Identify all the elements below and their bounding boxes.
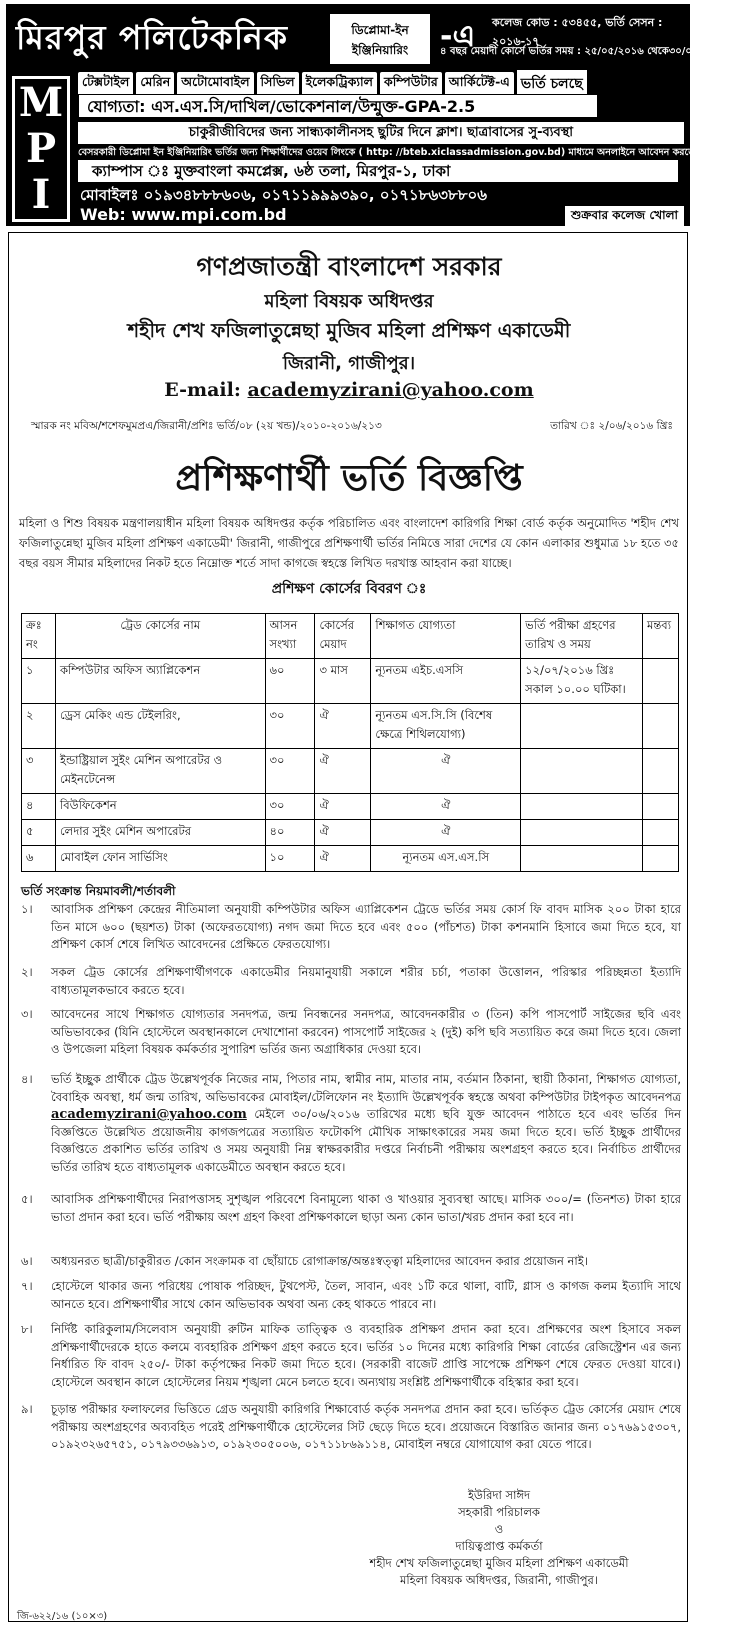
notice-date: তারিখ ঃ ২/০৬/২০১৬ খ্রিঃ [550,420,673,432]
table-cell: ২ [22,704,56,749]
table-cell: মোবাইল ফোন সার্ভিসিং [55,846,265,872]
rule-text [51,1071,681,1176]
table-cell [642,659,678,704]
table-cell: ঐ [371,794,521,820]
rule-text-part: মেইলে ৩০/০৬/২০১৬ তারিখের মধ্যে ছবি যুক্ত আবেদন পাঠাতে হবে এবং ভর্তির দিন বিজ্ঞপ্তিতে উল্লেখিত প্রয়োজনীয় কাগজপত্রের সত্যায়িত ফটোকপি মৌখিক সাক্ষাৎকারের সময় জমা দিতে হবে। ভর্তি ইচ্ছুক প্রার্থীদের বিজ্ঞপ্তিতে প্রকাশিত ভর্তির তারিখ ও সময় অনুযায়ী নিম্ন স্বাক্ষরকারীর দপ্তরে নির্বাচনী পরীক্ষায় অংশগ্রহণ করতে হবে। নির্বাচিত প্রার্থীদের ভর্তির তারিখ হতে বাধ্যতামূলক একাডেমীতে অবস্থান করতে হবে। [51,1107,681,1174]
rule-number: ৪। [21,1072,33,1086]
header-cell: শিক্ষাগত যোগ্যতা [371,614,521,659]
table-cell: ৩০ [265,704,315,749]
ad-diploma-line2: ইঞ্জিনিয়ারিং [351,43,409,57]
header-cell: ক্রঃ নং [22,614,56,659]
table-cell: ৩ মাস [315,659,371,704]
notice-intro: মহিলা ও শিশু বিষয়ক মন্ত্রণালয়াধীন মহিলা বিষয়ক অধিদপ্তর কর্তৃক পরিচালিত এবং বাংলাদেশ কারিগরি শিক্ষা বোর্ড কর্তৃক অনুমোদিত 'শহীদ শেখ ফজিলাতুন্নেছা মুজিব মহিলা প্রশিক্ষণ একাডেমী' জিরানী, গাজীপুরে প্রশিক্ষণার্থী ভর্তির নিমিত্তে সারা দেশের যে কোন এলাকার শুধুমাত্র ১৮ হতে ৩৫ বছর বয়স সীমার মহিলাদের নিকট হতে নিম্নোক্ত শর্তে সাদা কাগজে স্বহস্তে লিখিত দরখাস্ত আহবান করা যাচ্ছে। [19,516,679,570]
table-row [22,846,679,872]
academy-name: শহীদ শেখ ফজিলাতুন্নেছা মুজিব মহিলা প্রশিক্ষণ একাডেমী [127,319,571,342]
table-cell: ১ [22,659,56,704]
rule-item [21,1278,681,1313]
rule-text-part: ভর্তি ইচ্ছুক প্রার্থীকে ট্রেড উল্লেখপূর্বক নিজের নাম, পিতার নাম, স্বামীর নাম, মাতার নাম, বর্তমান ঠিকানা, স্থায়ী ঠিকানা, শিক্ষাগত যোগ্যতা, বৈবাহিক অবস্থা, ধর্ম জন্ম তারিখ, অভিভাবকের মোবাইল/টেলিফোন নং ইত্যাদি উল্লেখপূর্বক স্বহস্তে অথবা কম্পিউটার টাইপকৃত আবেদনপত্র [51,1072,681,1104]
ad-trade: সিভিল [257,72,299,96]
rule-number: ৬। [21,1254,33,1268]
table-cell: ১২/০৭/২০১৬ খ্রিঃ সকাল ১০.০০ ঘটিকা। [521,659,643,704]
course-section-title: প্রশিক্ষণ কোর্সের বিবরণ ঃ [271,581,427,597]
rule-text: চূড়ান্ত পরীক্ষার ফলাফলের ভিত্তিতে গ্রেড অনুযায়ী কারিগরি শিক্ষাবোর্ড কর্তৃক সনদপত্র প্রদান করা হবে। ভর্তিকৃত ট্রেড কোর্সের মেয়াদ শেষে পরীক্ষায় অংশগ্রহণের অব্যবহিত পরেই প্রশিক্ষণার্থীকে হোস্টেলের সিট ছেড়ে দিতে হবে। প্রয়োজনে বিস্তারিত জানার জন্য ০১৭৬৯১৫৩০৭, ০১৯২৩২৬৫৭৫১, ০১৭৯৩৩৬৯১৩, ০১৯২৩০৫০০৬, ০১৭১১৮৬৯১১৪, মোবাইল নম্বরে যোগাযোগ করা যেতে পারে। [51,1402,681,1451]
rule-item [21,1253,681,1271]
signatory-designation: সহকারী পরিচালক [458,1505,540,1519]
rule-text: আবেদনের সাথে শিক্ষাগত যোগ্যতার সনদপত্র, জন্ম নিবন্ধনের সনদপত্র, আবেদনকারীর ৩ (তিন) কপি পাসপোর্ট সাইজের ছবি এবং অভিভাবকের (যিনি হোস্টেলে অবস্থানকালে দেখাশোনা করবেন) পাসপোর্ট সাইজের ২ (দুই) কপি ছবি সত্যায়িত করে জমা দিতে হবে। জেলা ও উপজেলা মহিলা বিষয়ক কর্মকর্তার সুপারিশ ভর্তির জন্য অগ্রাধিকার দেওয়া হবে। [51,1007,681,1056]
rule-text: আবাসিক প্রশিক্ষণার্থীদের নিরাপত্তাসহ সুশৃঙ্খল পরিবেশে বিনামূল্যে থাকা ও খাওয়ার সুব্যবস্থা আছে। মাসিক ৩০০/= (তিনশত) টাকা হারে ভাতা প্রদান করা হবে। ভর্তি পরীক্ষায় অংশ গ্রহণ কিংবা প্রশিক্ষণকালে ছাড়া অন্য কোন ভাতা/খরচ প্রদান করা হবে না। [51,1192,681,1224]
email-label: E-mail: [164,379,241,401]
rule-text: আবাসিক প্রশিক্ষণ কেন্দ্রের নীতিমালা অনুযায়ী কম্পিউটার অফিস এ্যাপ্লিকেশন ট্রেডে ভর্তির সময় কোর্স ফি বাবদ মাসিক ২০০ টাকা হারে তিন মাসে ৬০০ (ছয়শত) টাকা (অফেরতযোগ্য) নগদ জমা দিতে হবে এবং ৫০০ (পাঁচশত) টাকা কশনমানি হিসাবে জমা দিতে হবে, যা প্রশিক্ষণ কোর্স শেষে লিখিত আবেদনের প্রেক্ষিতে ফেরতযোগ্য। [51,902,681,951]
rule-number: ৫। [21,1192,33,1206]
ad-diploma-line1: ডিপ্লোমা-ইন [351,23,409,37]
ad-friday-open: শুক্রবার কলেজ খোলা [565,206,684,228]
department-name: মহিলা বিষয়ক অধিদপ্তর [264,291,434,312]
table-row [22,704,679,749]
table-cell [521,794,643,820]
table-cell: ঐ [315,704,371,749]
table-cell: ঐ [371,749,521,794]
ad-mobile: মোবাইলঃ ০১৯৩৪৮৮৮৬০৬, ০১৭১১৯৯৯৩৯০, ০১৭১৮৬৩৮৮০৬ [80,186,487,204]
table-cell [642,794,678,820]
ad-trade: অটোমোবাইল [177,72,253,96]
signatory-org: শহীদ শেখ ফজিলাতুন্নেছা মুজিব মহিলা প্রশিক্ষণ একাডেমী [369,1556,629,1570]
rule-number: ৯। [21,1402,33,1416]
table-cell [521,749,643,794]
table-cell [521,704,643,749]
table-cell: ৩০ [265,749,315,794]
table-cell [642,749,678,794]
table-row [22,820,679,846]
rule-item [21,964,681,999]
table-cell: ৬০ [265,659,315,704]
rule-number: ১। [21,902,33,916]
rule-item [21,1401,681,1454]
course-table [21,613,679,872]
table-cell: ড্রেস মেকিং এন্ড টেইলরিং, [55,704,265,749]
government-title: গণপ্রজাতন্ত্রী বাংলাদেশ সরকার [196,252,502,281]
ad-title: মিরপুর পলিটেকনিক [16,18,288,57]
table-cell [521,820,643,846]
rule-text: হোস্টেলে থাকার জন্য পরিধেয় পোষাক পরিচ্ছদ, টুথপেস্ট, তৈল, সাবান, এবং ১টি করে থালা, বাটি, গ্লাস ও কাগজ কলম ইত্যাদি সাথে আনতে হবে। প্রশিক্ষণার্থীর সাথে কোন অভিভাবক অথবা অন্য কেহ থাকতে পারবে না। [51,1279,681,1311]
admission-notice [8,232,688,1622]
table-cell: ন্যূনতম এস.সি.সি (বিশেষ ক্ষেত্রে শিথিলযোগ্য) [371,704,521,749]
logo-letter: I [31,171,51,218]
logo-letter: M [18,79,64,126]
table-cell: কম্পিউটার অফিস অ্যাপ্লিকেশন [55,659,265,704]
rule-number: ৩। [21,1007,33,1021]
academy-email [9,379,689,401]
table-cell [521,846,643,872]
table-cell [642,704,678,749]
signatory-role: দায়িত্বপ্রাপ্ত কর্মকর্তা [455,1539,543,1553]
rule-item [21,901,681,954]
table-row [22,659,679,704]
rule-text: সকল ট্রেড কোর্সের প্রশিক্ষণার্থীগণকে একাডেমীর নিয়মানুযায়ী সকালে শরীর চর্চা, পতাকা উত্তোলন, পরিস্কার পরিচ্ছন্নতা ইত্যাদি বাধ্যতামূলকভাবে করতে হবে। [51,965,681,997]
ad-trade: আর্কিটেক্ট-এ [445,72,514,96]
table-cell: ইন্ডাষ্ট্রিয়াল সুইং মেশিন অপারেটর ও মেইনটেনেন্স [55,749,265,794]
table-cell: ৪০ [265,820,315,846]
footer-code: জি-৬২২/১৬ (১০×৩) [17,1611,108,1622]
table-cell: ঐ [315,820,371,846]
email-address: academyzirani@yahoo.com [247,379,534,401]
signatory-and: ও [494,1522,504,1536]
ad-private-note: বেসরকারী ডিপ্লোমা ইন ইঞ্জিনিয়ারিং ভর্তির জন্য শিক্ষার্থীদের ওয়েব লিংকে ( http: //bteb.xiclassadmission.gov.bd) মাধ্যমে অনলাইনে আবেদন করতে হবে। [78,147,717,158]
table-cell: ৬ [22,846,56,872]
ad-qualification: যোগ্যতা: এস.এস.সি/দাখিল/ভোকেশনাল/উন্মুক্ত-GPA-2.5 [78,94,598,118]
ad-grade: -এ [440,19,476,54]
rule-item [21,1006,681,1059]
rule-number: ৮। [21,1322,33,1336]
table-cell: বিউফিকেশন [55,794,265,820]
table-row [22,794,679,820]
rule-text: নির্দিষ্ট কারিকুলাম/সিলেবাস অনুযায়ী রুটিন মাফিক তাত্ত্বিক ও ব্যবহারিক প্রশিক্ষণ প্রদান করা হবে। প্রশিক্ষণের অংশ হিসাবে সকল প্রশিক্ষণার্থীদেরকে হাতে কলমে ব্যবহারিক প্রশিক্ষণ গ্রহণ করতে হবে। ভর্তির ১০ দিনের মধ্যে কারিগরি শিক্ষা বোর্ডের রেজিস্ট্রেশন এর জন্য নির্ধারিত ফি বাবদ ২৫০/- টাকা কর্তৃপক্ষের নিকট জমা দিতে হবে। (সরকারী বাজেট প্রাপ্তি সাপেক্ষে প্রশিক্ষণ শেষে ফেরত দেওয়া যাবে।) হোস্টেলে অবস্থান কালে হোস্টেলের নিয়ম শৃঙ্খলা মেনে চলতে হবে। অন্যথায় সংশ্লিষ্ট প্রশিক্ষণার্থীকে বহিস্কার করা হবে। [51,1322,681,1389]
rule-number: ২। [21,965,33,979]
table-cell: লেদার সুইং মেশিন অপারেটর [55,820,265,846]
signatory-address: মহিলা বিষয়ক অধিদপ্তর, জিরানী, গাজীপুর। [399,1573,598,1587]
rule-item [21,1321,681,1391]
logo-letter: P [25,125,57,172]
ad-diploma-box [328,12,432,66]
header-cell: মন্তব্য [642,614,678,659]
academy-location: জিরানী, গাজীপুর। [282,353,416,374]
header-cell: ভর্তি পরীক্ষা গ্রহণের তারিখ ও সময় [521,614,643,659]
table-cell: ৫ [22,820,56,846]
table-cell [642,846,678,872]
ad-night-class: চাকুরীজীবিদের জন্য সান্ধ্যকালীনসহ ছুটির দিনে ক্লাশ। ছাত্রাবাসের সু-ব্যবস্থা [78,122,684,144]
table-cell: ন্যূনতম এস.এস.সি [371,846,521,872]
mpi-advertisement [6,4,751,226]
signatory-name: ইউরিদা সাঈদ [467,1488,531,1502]
table-row [22,749,679,794]
ad-admission-open: ভর্তি চলছে [517,70,587,98]
memo-number: স্মারক নং মবিঅ/শশেফমুমপ্রএ/জিরানী/প্রশিঃ ভর্তি/০৮ (২য় খন্ড)/২০১০-২০১৬/২১৩ [31,420,382,432]
header-cell: কোর্সের মেয়াদ [315,614,371,659]
ad-trade: টেক্সটাইল [78,72,133,96]
ad-trade: মেরিন [136,72,174,96]
table-cell: ৩০ [265,794,315,820]
notice-heading: প্রশিক্ষণার্থী ভর্তি বিজ্ঞপ্তি [175,458,523,499]
table-cell: ঐ [315,846,371,872]
rule-number: ৭। [21,1279,33,1293]
table-cell: ঐ [371,820,521,846]
ad-trade: কম্পিউটার [380,72,442,96]
table-cell: ৪ [22,794,56,820]
table-cell: ৩ [22,749,56,794]
ad-duration: ৪ বছর মেয়াদী কোর্সে ভর্তির সময় : ২৫/০৫/২০১৬ থেকে৩০/০৬/২০১৬ পর্যন্ত [440,46,751,57]
rules-title: ভর্তি সংক্রান্ত নিয়মাবলী/শর্তাবলী [21,884,176,898]
rule-item [21,1071,681,1176]
ad-web: Web: www.mpi.com.bd [80,205,287,224]
rule-email: academyzirani@yahoo.com [51,1107,247,1122]
ad-campus: ক্যাম্পাস ঃ মুক্তবাংলা কমপ্লেক্স, ৬ষ্ঠ তলা, মিরপুর-১, ঢাকা [78,160,678,182]
table-cell: ঐ [315,749,371,794]
ad-trade: ইলেকট্রিক্যাল [302,72,377,96]
mpi-logo [12,76,70,222]
rule-item [21,1191,681,1226]
table-cell: ন্যূনতম এইচ.এসসি [371,659,521,704]
header-cell: আসন সংখ্যা [265,614,315,659]
table-header-row [22,614,679,659]
ad-college-code: কলেজ কোড : ৫৩৪৫৫, ভর্তি সেসন : ২০১৬-১৭ [492,16,663,48]
rule-text: অধ্যয়নরত ছাত্রী/চাকুরীরত /কোন সংক্রামক বা ছোঁয়াচে রোগাক্রান্ত/অন্তঃস্বত্ত্বা মহিলাদের আবেদন করার প্রয়োজন নাই। [51,1254,588,1268]
table-cell: ১০ [265,846,315,872]
table-cell [642,820,678,846]
header-cell: ট্রেড কোর্সের নাম [55,614,265,659]
table-cell: ঐ [315,794,371,820]
signature-block [309,1487,689,1589]
